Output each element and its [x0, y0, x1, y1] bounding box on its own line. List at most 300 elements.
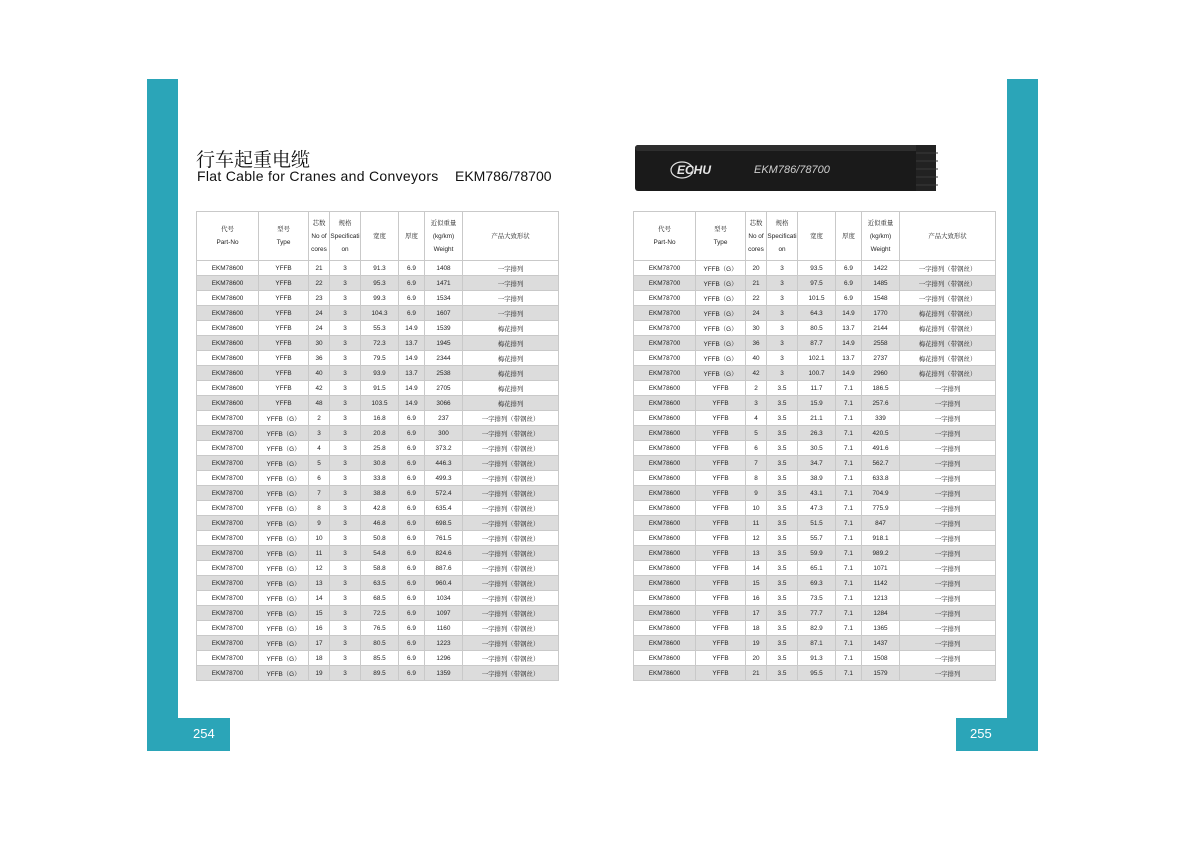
- cell-spec: 3.5: [767, 426, 798, 441]
- cell-weight: 1508: [862, 651, 900, 666]
- header-part-no: 代号 Part-No: [634, 212, 696, 261]
- table-row: [197, 441, 559, 456]
- cell-shape: 一字排列: [900, 651, 996, 666]
- cell-spec: 3.5: [767, 456, 798, 471]
- cell-part-no: EKM78600: [634, 486, 696, 501]
- cell-thickness: 6.9: [399, 546, 425, 561]
- cell-weight: 698.5: [425, 516, 463, 531]
- cell-cores: 12: [309, 561, 330, 576]
- table-row: [634, 516, 996, 531]
- cell-spec: 3: [767, 336, 798, 351]
- cell-thickness: 6.9: [399, 306, 425, 321]
- cell-shape: 一字排列: [900, 621, 996, 636]
- cell-weight: 2960: [862, 366, 900, 381]
- cell-shape: 一字排列（带钢丝）: [900, 276, 996, 291]
- cell-cores: 11: [309, 546, 330, 561]
- cell-shape: 梅花排列（带钢丝）: [900, 336, 996, 351]
- cell-spec: 3.5: [767, 411, 798, 426]
- cell-spec: 3.5: [767, 636, 798, 651]
- cell-thickness: 13.7: [399, 366, 425, 381]
- cell-shape: 一字排列: [900, 486, 996, 501]
- cell-weight: 824.6: [425, 546, 463, 561]
- cell-thickness: 6.9: [399, 606, 425, 621]
- cell-width: 103.5: [361, 396, 399, 411]
- cell-type: YFFB: [696, 636, 746, 651]
- cell-weight: 1485: [862, 276, 900, 291]
- cell-cores: 21: [309, 261, 330, 276]
- cell-weight: 887.6: [425, 561, 463, 576]
- cell-thickness: 6.9: [399, 441, 425, 456]
- table-row: [634, 636, 996, 651]
- cell-shape: 一字排列（带钢丝）: [900, 261, 996, 276]
- cell-width: 59.9: [798, 546, 836, 561]
- cell-weight: 1548: [862, 291, 900, 306]
- cell-thickness: 6.9: [399, 531, 425, 546]
- cell-weight: 1142: [862, 576, 900, 591]
- spec-table-left: [196, 211, 559, 681]
- cell-cores: 4: [309, 441, 330, 456]
- cell-shape: 一字排列: [900, 441, 996, 456]
- cell-type: YFFB（G）: [696, 351, 746, 366]
- cell-thickness: 14.9: [836, 306, 862, 321]
- cell-width: 73.5: [798, 591, 836, 606]
- table-row: [197, 621, 559, 636]
- cell-type: YFFB: [259, 336, 309, 351]
- cell-thickness: 7.1: [836, 486, 862, 501]
- cell-width: 76.5: [361, 621, 399, 636]
- cell-thickness: 14.9: [836, 336, 862, 351]
- cell-width: 47.3: [798, 501, 836, 516]
- cable-brand-text: ECHU: [677, 163, 712, 177]
- cell-type: YFFB: [259, 276, 309, 291]
- cell-weight: 572.4: [425, 486, 463, 501]
- cell-shape: 一字排列（带钢丝）: [463, 516, 559, 531]
- cell-spec: 3: [330, 531, 361, 546]
- cell-thickness: 7.1: [836, 546, 862, 561]
- cell-type: YFFB: [259, 306, 309, 321]
- cell-part-no: EKM78700: [197, 636, 259, 651]
- cell-thickness: 6.9: [399, 486, 425, 501]
- left-page-number-tab: [147, 718, 230, 751]
- cell-weight: 1534: [425, 291, 463, 306]
- cell-weight: 1213: [862, 591, 900, 606]
- cell-thickness: 7.1: [836, 651, 862, 666]
- cell-part-no: EKM78700: [634, 276, 696, 291]
- cell-part-no: EKM78600: [197, 336, 259, 351]
- cell-part-no: EKM78700: [197, 606, 259, 621]
- cell-weight: 373.2: [425, 441, 463, 456]
- cell-weight: 3066: [425, 396, 463, 411]
- cell-width: 89.5: [361, 666, 399, 681]
- cell-cores: 6: [309, 471, 330, 486]
- cell-type: YFFB: [696, 606, 746, 621]
- cell-weight: 300: [425, 426, 463, 441]
- cell-weight: 635.4: [425, 501, 463, 516]
- cell-type: YFFB（G）: [259, 456, 309, 471]
- cell-width: 15.9: [798, 396, 836, 411]
- cell-type: YFFB（G）: [696, 336, 746, 351]
- cell-weight: 2737: [862, 351, 900, 366]
- cell-thickness: 6.9: [399, 576, 425, 591]
- cell-weight: 186.5: [862, 381, 900, 396]
- cell-shape: 梅花排列: [463, 351, 559, 366]
- cell-type: YFFB: [696, 516, 746, 531]
- cell-cores: 9: [309, 516, 330, 531]
- cell-thickness: 7.1: [836, 396, 862, 411]
- left-page-number: 254: [193, 726, 215, 741]
- cell-weight: 491.6: [862, 441, 900, 456]
- cell-shape: 一字排列: [900, 471, 996, 486]
- cell-type: YFFB（G）: [259, 531, 309, 546]
- cell-weight: 1770: [862, 306, 900, 321]
- table-row: [634, 411, 996, 426]
- cell-cores: 10: [309, 531, 330, 546]
- cell-width: 87.1: [798, 636, 836, 651]
- cell-type: YFFB: [696, 396, 746, 411]
- cell-type: YFFB: [696, 471, 746, 486]
- table-row: [634, 366, 996, 381]
- cell-type: YFFB: [259, 261, 309, 276]
- cell-spec: 3.5: [767, 441, 798, 456]
- flat-cable-image: [634, 143, 940, 195]
- cell-spec: 3.5: [767, 576, 798, 591]
- cell-part-no: EKM78600: [634, 561, 696, 576]
- cell-spec: 3: [330, 501, 361, 516]
- cell-spec: 3: [330, 291, 361, 306]
- cell-spec: 3: [330, 426, 361, 441]
- cell-type: YFFB（G）: [259, 666, 309, 681]
- header-shape: 产品大致形状: [463, 212, 559, 261]
- table-row: [634, 591, 996, 606]
- table-row: [197, 306, 559, 321]
- cell-spec: 3: [330, 396, 361, 411]
- cell-spec: 3: [330, 411, 361, 426]
- cell-thickness: 14.9: [399, 351, 425, 366]
- header-weight: 近似重量 (kg/km) Weight: [425, 212, 463, 261]
- cell-shape: 一字排列: [900, 636, 996, 651]
- table-body-right: [634, 261, 996, 681]
- cell-type: YFFB: [696, 381, 746, 396]
- cell-cores: 42: [309, 381, 330, 396]
- cell-part-no: EKM78700: [197, 471, 259, 486]
- cell-width: 91.5: [361, 381, 399, 396]
- header-width: 宽度: [361, 212, 399, 261]
- cell-shape: 梅花排列: [463, 366, 559, 381]
- header-type: 型号 Type: [259, 212, 309, 261]
- cell-thickness: 6.9: [399, 636, 425, 651]
- table-row: [197, 576, 559, 591]
- cell-type: YFFB: [259, 366, 309, 381]
- table-row: [197, 546, 559, 561]
- cell-weight: 633.8: [862, 471, 900, 486]
- cell-spec: 3.5: [767, 471, 798, 486]
- header-thickness: 厚度: [836, 212, 862, 261]
- page-title-chinese: 行车起重电缆: [196, 149, 311, 171]
- cell-shape: 梅花排列: [463, 381, 559, 396]
- table-row: [634, 561, 996, 576]
- cell-thickness: 6.9: [399, 261, 425, 276]
- cell-shape: 一字排列: [900, 546, 996, 561]
- cell-cores: 5: [746, 426, 767, 441]
- cell-shape: 一字排列: [900, 561, 996, 576]
- cell-shape: 梅花排列（带钢丝）: [900, 366, 996, 381]
- cell-cores: 19: [746, 636, 767, 651]
- cell-type: YFFB: [696, 591, 746, 606]
- cell-thickness: 6.9: [399, 276, 425, 291]
- cell-weight: 1408: [425, 261, 463, 276]
- cell-shape: 一字排列: [900, 576, 996, 591]
- header-width: 宽度: [798, 212, 836, 261]
- cell-thickness: 7.1: [836, 621, 862, 636]
- cell-spec: 3.5: [767, 621, 798, 636]
- cell-cores: 16: [309, 621, 330, 636]
- cell-type: YFFB（G）: [259, 591, 309, 606]
- header-cores: 芯数 No of cores: [309, 212, 330, 261]
- cell-thickness: 13.7: [399, 336, 425, 351]
- cell-width: 93.5: [798, 261, 836, 276]
- cell-spec: 3: [767, 276, 798, 291]
- cell-part-no: EKM78700: [197, 486, 259, 501]
- cell-part-no: EKM78600: [634, 501, 696, 516]
- cell-weight: 2144: [862, 321, 900, 336]
- cell-type: YFFB（G）: [696, 306, 746, 321]
- cell-type: YFFB（G）: [259, 606, 309, 621]
- cell-width: 91.3: [361, 261, 399, 276]
- cell-width: 77.7: [798, 606, 836, 621]
- cell-shape: 一字排列（带钢丝）: [463, 606, 559, 621]
- cell-weight: 2558: [862, 336, 900, 351]
- cell-part-no: EKM78700: [634, 351, 696, 366]
- cell-part-no: EKM78600: [634, 456, 696, 471]
- cell-part-no: EKM78600: [634, 576, 696, 591]
- table-row: [197, 351, 559, 366]
- cell-spec: 3: [330, 276, 361, 291]
- cell-part-no: EKM78700: [197, 666, 259, 681]
- cell-type: YFFB: [259, 351, 309, 366]
- table-row: [197, 336, 559, 351]
- cell-cores: 17: [746, 606, 767, 621]
- cell-shape: 梅花排列（带钢丝）: [900, 306, 996, 321]
- cell-spec: 3: [330, 336, 361, 351]
- cell-width: 97.5: [798, 276, 836, 291]
- cell-cores: 10: [746, 501, 767, 516]
- cell-thickness: 6.9: [836, 261, 862, 276]
- cell-cores: 6: [746, 441, 767, 456]
- cell-thickness: 6.9: [399, 291, 425, 306]
- table-row: [634, 456, 996, 471]
- cell-type: YFFB: [696, 666, 746, 681]
- cell-part-no: EKM78600: [197, 276, 259, 291]
- cell-width: 80.5: [361, 636, 399, 651]
- cell-spec: 3: [330, 366, 361, 381]
- cell-part-no: EKM78700: [634, 261, 696, 276]
- cell-cores: 3: [309, 426, 330, 441]
- cell-type: YFFB: [696, 576, 746, 591]
- cell-type: YFFB: [259, 291, 309, 306]
- cell-shape: 一字排列（带钢丝）: [900, 291, 996, 306]
- cell-part-no: EKM78600: [197, 321, 259, 336]
- cell-width: 95.3: [361, 276, 399, 291]
- cell-spec: 3: [330, 666, 361, 681]
- cell-weight: 237: [425, 411, 463, 426]
- cell-width: 58.8: [361, 561, 399, 576]
- cell-width: 101.5: [798, 291, 836, 306]
- cell-type: YFFB（G）: [696, 261, 746, 276]
- cell-cores: 14: [309, 591, 330, 606]
- cell-thickness: 14.9: [399, 396, 425, 411]
- cell-type: YFFB: [696, 441, 746, 456]
- cell-weight: 1034: [425, 591, 463, 606]
- cell-type: YFFB（G）: [259, 441, 309, 456]
- cell-cores: 36: [746, 336, 767, 351]
- cell-width: 26.3: [798, 426, 836, 441]
- page-title-english: Flat Cable for Cranes and Conveyors: [197, 168, 439, 184]
- cell-cores: 30: [309, 336, 330, 351]
- cell-spec: 3: [330, 381, 361, 396]
- cell-width: 63.5: [361, 576, 399, 591]
- cell-part-no: EKM78600: [634, 636, 696, 651]
- cell-shape: 一字排列（带钢丝）: [463, 636, 559, 651]
- cell-weight: 1097: [425, 606, 463, 621]
- cell-spec: 3.5: [767, 561, 798, 576]
- cell-shape: 一字排列: [900, 456, 996, 471]
- cell-width: 80.5: [798, 321, 836, 336]
- table-row: [197, 561, 559, 576]
- cell-shape: 一字排列: [900, 381, 996, 396]
- table-row: [197, 606, 559, 621]
- cell-cores: 8: [309, 501, 330, 516]
- cell-thickness: 7.1: [836, 381, 862, 396]
- cell-shape: 一字排列: [900, 606, 996, 621]
- cell-cores: 13: [309, 576, 330, 591]
- header-part-no: 代号 Part-No: [197, 212, 259, 261]
- cell-width: 64.3: [798, 306, 836, 321]
- model-code: EKM786/78700: [455, 168, 552, 184]
- cell-width: 82.9: [798, 621, 836, 636]
- cell-cores: 2: [309, 411, 330, 426]
- cell-thickness: 7.1: [836, 411, 862, 426]
- cell-cores: 42: [746, 366, 767, 381]
- table-row: [634, 351, 996, 366]
- cell-cores: 24: [309, 306, 330, 321]
- cell-part-no: EKM78600: [634, 606, 696, 621]
- cell-thickness: 14.9: [399, 321, 425, 336]
- cell-part-no: EKM78700: [197, 501, 259, 516]
- cell-cores: 9: [746, 486, 767, 501]
- cell-weight: 2538: [425, 366, 463, 381]
- cell-shape: 一字排列: [900, 396, 996, 411]
- cell-thickness: 13.7: [836, 321, 862, 336]
- cell-spec: 3: [330, 261, 361, 276]
- cell-spec: 3: [330, 306, 361, 321]
- cell-width: 79.5: [361, 351, 399, 366]
- cell-cores: 16: [746, 591, 767, 606]
- cell-type: YFFB: [696, 411, 746, 426]
- table-row: [197, 426, 559, 441]
- cell-part-no: EKM78700: [197, 531, 259, 546]
- cell-width: 95.5: [798, 666, 836, 681]
- cell-part-no: EKM78600: [634, 651, 696, 666]
- table-row: [197, 516, 559, 531]
- table-row: [634, 441, 996, 456]
- cell-thickness: 6.9: [836, 291, 862, 306]
- cell-thickness: 7.1: [836, 441, 862, 456]
- cell-part-no: EKM78600: [634, 396, 696, 411]
- table-row: [197, 321, 559, 336]
- cell-spec: 3: [330, 636, 361, 651]
- table-row: [634, 651, 996, 666]
- cell-cores: 3: [746, 396, 767, 411]
- right-page-accent-bar: [1007, 79, 1038, 751]
- cell-part-no: EKM78600: [634, 591, 696, 606]
- cell-thickness: 6.9: [399, 411, 425, 426]
- cell-width: 16.8: [361, 411, 399, 426]
- cell-cores: 12: [746, 531, 767, 546]
- cell-spec: 3.5: [767, 546, 798, 561]
- cell-cores: 48: [309, 396, 330, 411]
- cell-type: YFFB（G）: [259, 426, 309, 441]
- cell-spec: 3: [767, 291, 798, 306]
- cell-part-no: EKM78600: [197, 381, 259, 396]
- cell-spec: 3: [767, 351, 798, 366]
- cell-weight: 1296: [425, 651, 463, 666]
- cell-part-no: EKM78700: [197, 411, 259, 426]
- cell-thickness: 13.7: [836, 351, 862, 366]
- table-row: [197, 501, 559, 516]
- table-row: [634, 396, 996, 411]
- cell-thickness: 7.1: [836, 426, 862, 441]
- cell-thickness: 6.9: [399, 426, 425, 441]
- table-row: [197, 291, 559, 306]
- table-header-row: [634, 212, 996, 261]
- cell-shape: 一字排列: [900, 591, 996, 606]
- cell-thickness: 7.1: [836, 531, 862, 546]
- right-page-number: 255: [970, 726, 992, 741]
- cell-width: 65.1: [798, 561, 836, 576]
- cell-spec: 3: [330, 456, 361, 471]
- cell-cores: 22: [746, 291, 767, 306]
- cell-cores: 17: [309, 636, 330, 651]
- cell-shape: 一字排列: [463, 306, 559, 321]
- cell-weight: 1223: [425, 636, 463, 651]
- cell-cores: 40: [309, 366, 330, 381]
- cell-part-no: EKM78600: [634, 546, 696, 561]
- cell-cores: 19: [309, 666, 330, 681]
- cell-part-no: EKM78600: [634, 516, 696, 531]
- cell-shape: 一字排列（带钢丝）: [463, 456, 559, 471]
- table-row: [634, 276, 996, 291]
- cell-thickness: 6.9: [399, 471, 425, 486]
- cell-thickness: 7.1: [836, 471, 862, 486]
- table-row: [197, 456, 559, 471]
- cell-weight: 1160: [425, 621, 463, 636]
- cell-part-no: EKM78600: [197, 366, 259, 381]
- cell-part-no: EKM78700: [197, 546, 259, 561]
- cell-shape: 一字排列（带钢丝）: [463, 651, 559, 666]
- cell-shape: 一字排列（带钢丝）: [463, 576, 559, 591]
- cell-width: 87.7: [798, 336, 836, 351]
- cell-spec: 3: [330, 471, 361, 486]
- cell-shape: 一字排列: [463, 261, 559, 276]
- cell-spec: 3: [330, 441, 361, 456]
- cell-part-no: EKM78700: [634, 336, 696, 351]
- cell-spec: 3: [330, 561, 361, 576]
- table-row: [634, 471, 996, 486]
- cell-width: 102.1: [798, 351, 836, 366]
- cell-cores: 24: [309, 321, 330, 336]
- table-row: [197, 651, 559, 666]
- cell-part-no: EKM78700: [634, 366, 696, 381]
